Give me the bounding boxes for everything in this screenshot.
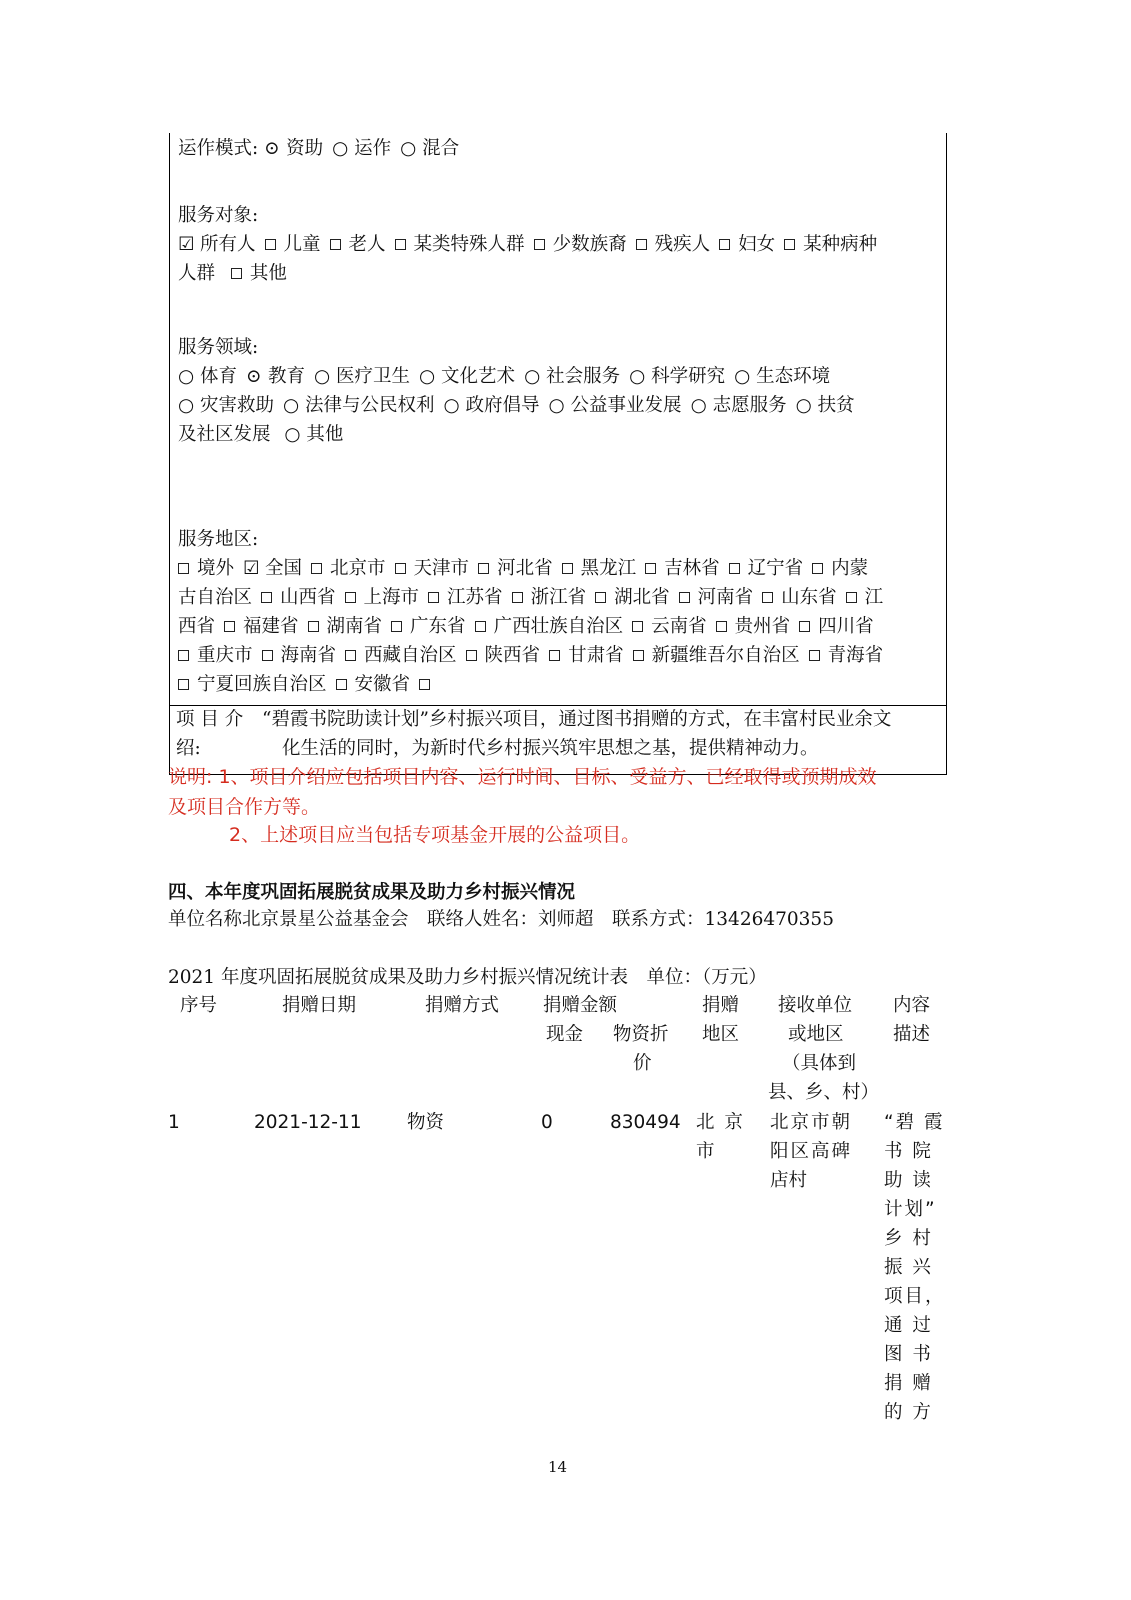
option-label: 黑龙江 [580,558,637,579]
cell-seq: 1 [168,1112,180,1133]
checkbox-icon[interactable] [784,239,795,250]
col-amount-header: 捐赠金额 [543,995,618,1016]
checkbox-icon[interactable] [846,592,857,603]
option-item[interactable] [178,391,274,420]
checkbox-icon[interactable] [475,621,486,632]
checkbox-icon[interactable] [632,621,643,632]
radio-icon[interactable]: ○ [400,138,417,159]
option-item[interactable] [534,230,627,259]
service-area-label: 服务地区: [178,529,259,550]
cell-goods: 830494 [610,1112,681,1133]
option-item[interactable] [636,230,711,259]
option-label: 西省 [178,616,216,637]
service-area-line2 [178,583,892,612]
col-goods-header-2: 价 [633,1053,652,1074]
option-label: 吉林省 [664,558,720,579]
service-field-label: 服务领域: [178,337,259,358]
project-intro-text-1: “碧霞书院助读计划”乡村振兴项目，通过图书捐赠的方式，在丰富村民业余文 [262,709,892,730]
checkbox-icon[interactable] [549,650,560,661]
option-label: 灾害救助 [200,395,275,416]
option-label: 天津市 [413,558,470,579]
option-item[interactable] [345,641,457,670]
option-item[interactable] [562,554,637,583]
option-label: 某类特殊人群 [413,234,525,255]
checkbox-icon[interactable] [799,621,810,632]
option-label: 体育 [200,366,238,387]
option-label: 四川省 [818,616,874,637]
option-item[interactable] [784,230,877,259]
option-label: 老人 [348,234,386,255]
cell-recv-2: 阳区高碑 [770,1141,853,1162]
option-label: 运作 [354,138,392,159]
option-other: 其他 [306,424,344,445]
description-line: 图 书 [884,1344,933,1365]
checkbox-icon[interactable] [311,563,322,574]
option-item[interactable] [178,583,252,612]
checkbox-icon[interactable] [809,650,820,661]
col-seq-header: 序号 [180,995,218,1016]
option-item[interactable] [262,641,337,670]
option-item[interactable] [719,230,775,259]
option-label: 福建省 [243,616,299,637]
cell-region-2: 市 [696,1141,715,1162]
option-label: 江 [864,587,884,608]
description-line: 振 兴 [884,1257,933,1278]
option-other: 其他 [249,263,287,284]
option-item[interactable] [595,583,670,612]
option-item[interactable] [178,230,256,259]
project-intro-text-2: 化生活的同时，为新时代乡村振兴筑牢思想之基，提供精神动力。 [282,738,819,759]
checkbox-icon[interactable] [262,650,273,661]
service-area-line4 [178,641,892,670]
description-line: 的 方 [884,1402,933,1423]
checkbox-icon[interactable] [265,239,276,250]
option-item[interactable] [178,362,237,391]
description-line: 乡 村 [884,1228,933,1249]
col-recv-header-2: 或地区 [788,1024,844,1045]
option-label: 少数族裔 [552,234,627,255]
option-item[interactable] [178,670,327,699]
option-label: 全国 [265,558,303,579]
option-item[interactable] [400,134,459,163]
option-label: 贵州省 [734,616,791,637]
description-line: 助 读 [884,1170,933,1191]
checkbox-icon[interactable] [224,621,235,632]
checkbox-icon[interactable] [478,563,489,574]
page-number: 14 [548,1458,568,1476]
option-item[interactable] [633,641,800,670]
option-item[interactable] [224,612,299,641]
description-line: 书 院 [884,1141,933,1162]
description-line: 计划” [884,1199,937,1220]
checkbox-icon[interactable] [261,592,272,603]
checkbox-icon[interactable] [719,239,730,250]
option-label: 公益事业发展 [570,395,682,416]
option-item[interactable] [524,362,620,391]
col-date-header: 捐赠日期 [282,995,357,1016]
option-label: 政府倡导 [465,395,540,416]
option-label: 安徽省 [354,674,411,695]
option-label: 残疾人 [654,234,711,255]
checkbox-icon[interactable] [762,592,773,603]
radio-icon[interactable]: ○ [795,395,812,416]
checkbox-icon[interactable] [428,592,439,603]
option-label: 上海市 [363,587,420,608]
option-label: 妇女 [738,234,776,255]
option-item[interactable] [478,554,553,583]
service-field-line1 [178,362,839,391]
option-label: 山东省 [781,587,837,608]
checkbox-icon[interactable] [534,239,545,250]
option-item[interactable] [345,583,420,612]
option-label: 宁夏回族自治区 [197,674,327,695]
option-label: 志愿服务 [712,395,787,416]
option-item[interactable] [264,134,323,163]
option-label: 重庆市 [197,645,253,666]
option-label: 青海省 [827,645,884,666]
option-label: 文化艺术 [441,366,516,387]
option-item[interactable] [419,670,438,699]
option-item[interactable] [261,583,336,612]
option-item[interactable] [178,641,253,670]
col-region-header-2: 地区 [702,1024,740,1045]
option-item[interactable] [812,554,868,583]
project-intro-label-2: 绍: [176,738,201,759]
option-item[interactable] [419,362,515,391]
option-label: 辽宁省 [747,558,804,579]
checked-box-icon[interactable]: ☑ [243,558,260,579]
option-item[interactable] [311,554,386,583]
checkbox-icon[interactable] [716,621,727,632]
col-desc-header-1: 内容 [893,995,931,1016]
option-label: 生态环境 [756,366,831,387]
col-recv-header-3: （具体到 [782,1053,857,1074]
checked-box-icon[interactable]: ☑ [178,234,195,255]
option-label: 北京市 [330,558,386,579]
option-item[interactable] [243,554,302,583]
option-item[interactable] [549,641,624,670]
radio-icon[interactable]: ○ [629,366,646,387]
option-item[interactable] [428,583,503,612]
radio-selected-icon[interactable]: ⊙ [246,366,262,387]
checkbox-icon[interactable] [308,621,319,632]
option-item[interactable] [734,362,830,391]
option-label: 海南省 [280,645,337,666]
cell-recv-1: 北京市朝 [770,1112,853,1133]
op-mode-label: 运作模式: [178,138,259,159]
option-item[interactable] [729,554,804,583]
checkbox-icon[interactable] [633,650,644,661]
project-intro-label-1: 项 目 介 [176,709,244,730]
checkbox-icon[interactable] [679,592,690,603]
radio-icon[interactable]: ○ [548,395,565,416]
option-item[interactable] [283,391,435,420]
option-label: 广西壮族自治区 [493,616,624,637]
option-item[interactable] [799,612,874,641]
service-area-line3 [178,612,883,641]
checkbox-icon[interactable] [812,563,823,574]
option-item[interactable] [395,554,470,583]
note-line-2: 及项目合作方等。 [168,796,321,818]
col-cash-header: 现金 [546,1024,584,1045]
description-line: 项目， [884,1286,946,1307]
option-label: 新疆维吾尔自治区 [651,645,800,666]
option-label: 陕西省 [484,645,541,666]
org-contact-info: 单位名称北京景星公益基金会 联络人姓名：刘师超 联系方式：13426470355 [168,909,834,930]
option-label: 资助 [286,138,324,159]
col-goods-header-1: 物资折 [613,1024,669,1045]
option-item[interactable] [466,641,541,670]
option-label: 山西省 [280,587,336,608]
note-line-1: 说明: 1、项目介绍应包括项目内容、运行时间、目标、受益方、已经取得或预期成效 [168,766,877,788]
option-label: 医疗卫生 [336,366,411,387]
option-label: 境外 [197,558,235,579]
checkbox-icon[interactable] [345,592,356,603]
option-item[interactable] [629,362,725,391]
option-item[interactable] [716,612,791,641]
checkbox-icon[interactable] [178,563,189,574]
checkbox-icon[interactable] [336,679,347,690]
option-item[interactable] [336,670,411,699]
option-item[interactable] [645,554,720,583]
option-label: 广东省 [410,616,466,637]
option-label: 混合 [422,138,460,159]
radio-selected-icon[interactable]: ⊙ [264,138,280,159]
option-label: 科学研究 [651,366,726,387]
option-item[interactable] [846,583,884,612]
radio-icon[interactable]: ○ [284,424,301,445]
option-label: 湖南省 [326,616,383,637]
option-item[interactable] [395,230,525,259]
option-label: 某种病种 [803,234,878,255]
option-label: 扶贫 [817,395,855,416]
service-field-continued: 及社区发展 [178,424,271,445]
description-line: 捐 赠 [884,1373,933,1394]
option-item[interactable] [475,612,624,641]
radio-icon[interactable]: ○ [314,366,331,387]
service-target-label: 服务对象: [178,205,259,226]
col-desc-header-2: 描述 [893,1024,931,1045]
col-region-header-1: 捐赠 [702,995,740,1016]
checkbox-icon[interactable] [178,679,189,690]
section-heading: 四、本年度巩固拓展脱贫成果及助力乡村振兴情况 [168,882,576,903]
service-field-line2 [178,391,864,420]
option-item[interactable] [330,230,386,259]
option-label: 儿童 [283,234,321,255]
radio-icon[interactable]: ○ [734,366,751,387]
radio-icon[interactable]: ○ [178,395,195,416]
option-label: 甘肃省 [568,645,624,666]
option-label: 所有人 [200,234,256,255]
option-item[interactable] [332,134,391,163]
option-item[interactable] [762,583,837,612]
col-recv-header-4: 县、乡、村） [768,1082,880,1103]
option-item[interactable] [246,362,305,391]
service-target-line2 [178,259,287,288]
option-label: 古自治区 [178,587,253,608]
checkbox-icon[interactable] [562,563,573,574]
option-item[interactable] [549,391,682,420]
table-caption: 2021 年度巩固拓展脱贫成果及助力乡村振兴情况统计表 单位：（万元） [168,967,767,988]
radio-icon[interactable]: ○ [443,395,460,416]
option-item[interactable] [265,230,321,259]
option-item[interactable] [679,583,754,612]
checkbox-icon[interactable] [395,239,406,250]
option-item[interactable] [178,554,234,583]
checkbox-icon[interactable] [231,268,242,279]
col-method-header: 捐赠方式 [425,995,500,1016]
cell-method: 物资 [407,1112,445,1133]
checkbox-icon[interactable] [595,592,606,603]
col-recv-header-1: 接收单位 [778,995,853,1016]
option-item[interactable] [314,362,410,391]
option-label: 江苏省 [447,587,503,608]
option-item[interactable] [796,391,855,420]
option-label: 社会服务 [546,366,621,387]
cell-recv-3: 店村 [770,1170,808,1191]
description-line: 通 过 [884,1315,933,1336]
option-label: 西藏自治区 [364,645,457,666]
radio-icon[interactable]: ○ [283,395,300,416]
checkbox-icon[interactable] [645,563,656,574]
checkbox-icon[interactable] [178,650,189,661]
checkbox-icon[interactable] [395,563,406,574]
option-item[interactable] [512,583,587,612]
checkbox-icon[interactable] [466,650,477,661]
option-label: 湖北省 [614,587,670,608]
radio-icon[interactable]: ○ [690,395,707,416]
cell-description [884,1108,944,1427]
radio-icon[interactable]: ○ [332,138,349,159]
option-item[interactable] [178,612,215,641]
option-item[interactable] [632,612,707,641]
option-label: 内蒙 [831,558,869,579]
option-item[interactable] [444,391,540,420]
cell-cash: 0 [541,1112,553,1133]
radio-icon[interactable]: ○ [419,366,436,387]
option-label: 河南省 [697,587,754,608]
checkbox-icon[interactable] [729,563,740,574]
description-line: “碧 霞 [884,1112,945,1133]
option-label: 云南省 [651,616,707,637]
radio-icon[interactable]: ○ [178,366,195,387]
checkbox-icon[interactable] [345,650,356,661]
option-item[interactable] [809,641,884,670]
service-target-line1 [178,230,886,259]
checkbox-icon[interactable] [419,679,430,690]
service-area-line1 [178,554,877,583]
checkbox-icon[interactable] [391,621,402,632]
radio-icon[interactable]: ○ [524,366,541,387]
note-line-3: 2、上述项目应当包括专项基金开展的公益项目。 [229,824,641,846]
option-item[interactable] [691,391,787,420]
cell-date: 2021-12-11 [254,1112,362,1133]
cell-region-1: 北 京 [696,1112,745,1133]
checkbox-icon[interactable] [512,592,523,603]
checkbox-icon[interactable] [330,239,341,250]
checkbox-icon[interactable] [636,239,647,250]
service-area-line5 [178,670,447,699]
option-item[interactable] [308,612,383,641]
service-field-line3 [178,420,343,449]
option-label: 法律与公民权利 [305,395,435,416]
option-item[interactable] [391,612,466,641]
service-target-continued: 人群 [178,263,216,284]
option-label: 浙江省 [530,587,587,608]
op-mode-line [178,134,468,163]
option-label: 河北省 [497,558,553,579]
option-label: 教育 [268,366,306,387]
